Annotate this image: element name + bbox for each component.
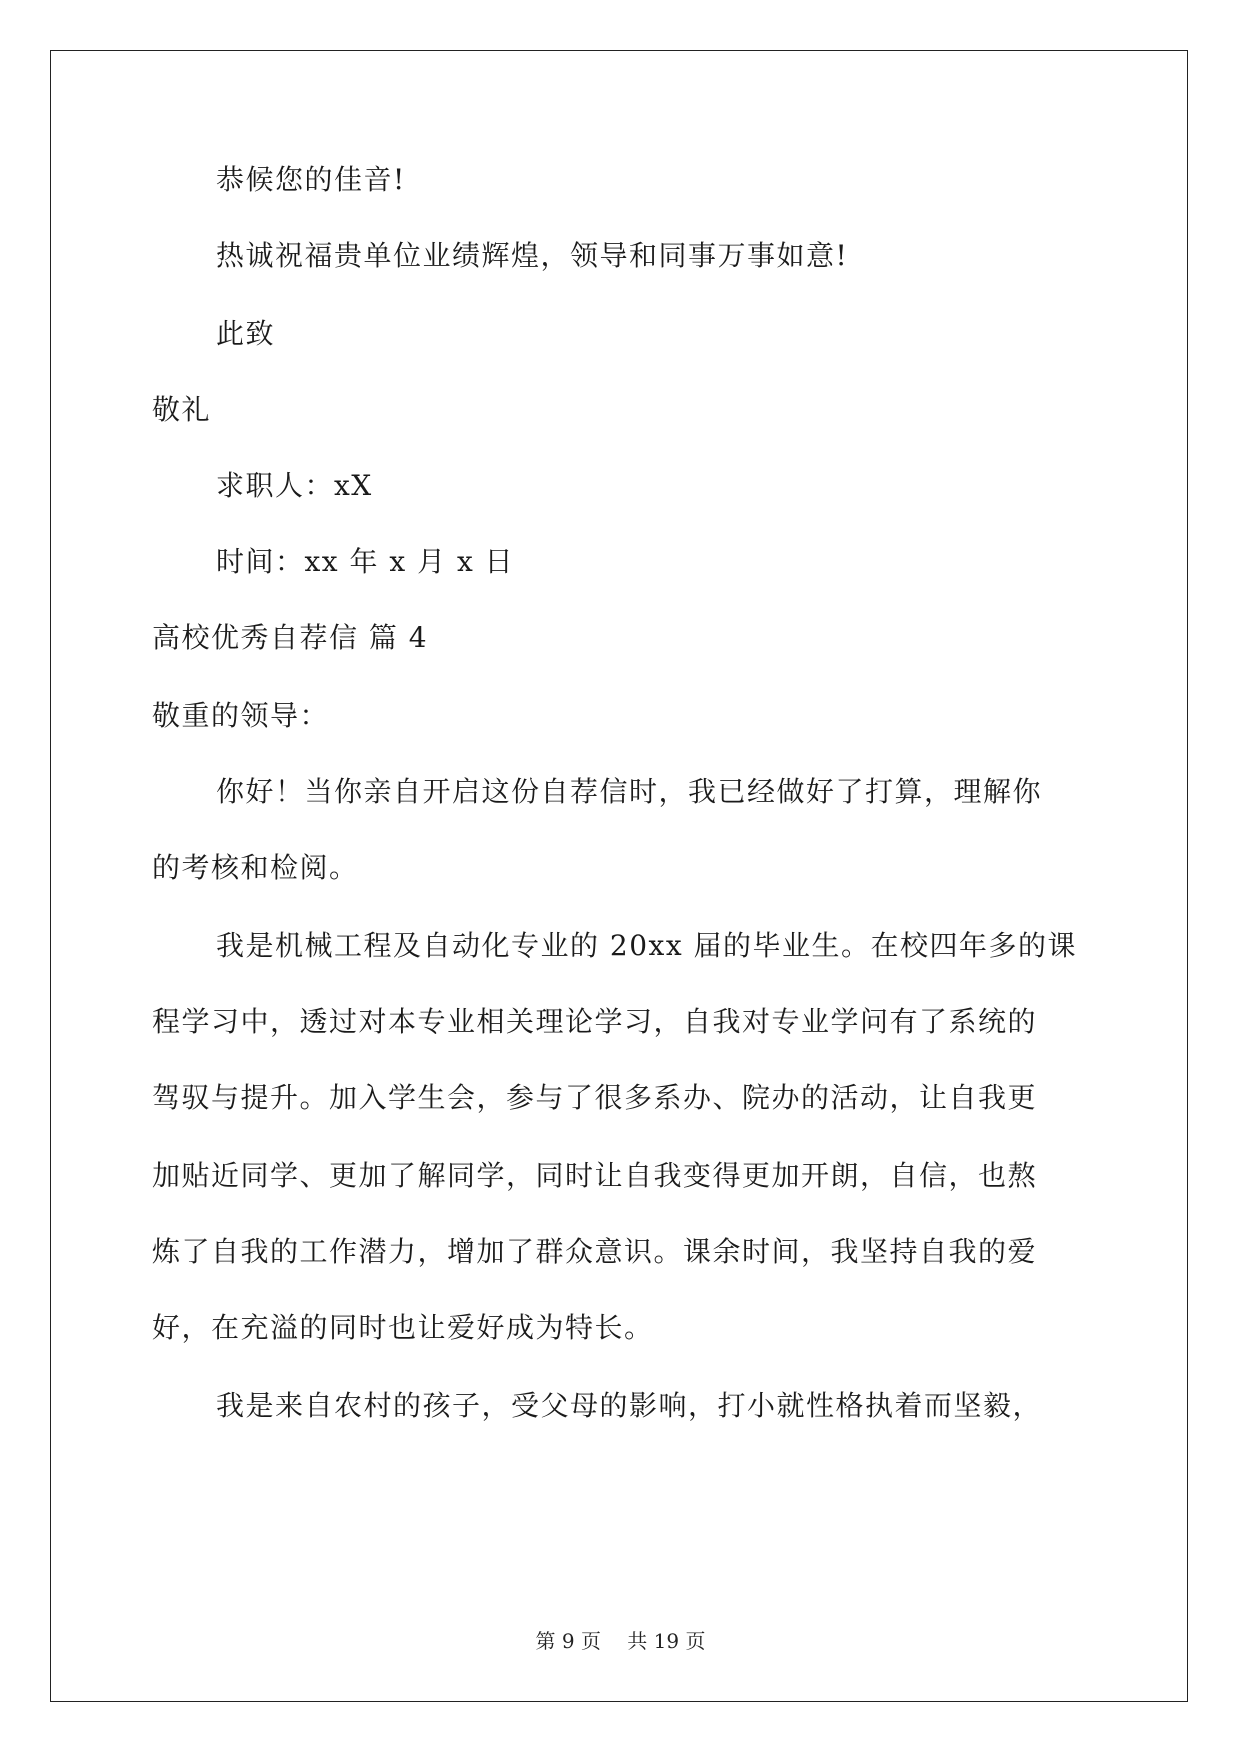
text-line: 的考核和检阅。 [152, 851, 359, 884]
text-line: 驾驭与提升。加入学生会，参与了很多系办、院办的活动，让自我更 [152, 1081, 1038, 1114]
text-line: 求职人：xX [216, 469, 373, 502]
text-line: 时间：xx 年 x 月 x 日 [216, 545, 515, 578]
text-line: 我是机械工程及自动化专业的 20xx 届的毕业生。在校四年多的课 [216, 929, 1078, 962]
text-line: 炼了自我的工作潜力，增加了群众意识。课余时间，我坚持自我的爱 [152, 1235, 1038, 1268]
text-line: 恭候您的佳音! [216, 163, 406, 196]
text-line: 你好！当你亲自开启这份自荐信时，我已经做好了打算，理解你 [216, 775, 1043, 808]
text-line: 我是来自农村的孩子，受父母的影响，打小就性格执着而坚毅， [216, 1389, 1043, 1422]
text-line: 好，在充溢的同时也让爱好成为特长。 [152, 1311, 654, 1344]
salutation: 敬重的领导： [152, 699, 330, 732]
text-line: 加贴近同学、更加了解同学，同时让自我变得更加开朗，自信，也熬 [152, 1159, 1038, 1192]
text-line: 敬礼 [152, 393, 212, 426]
page-number: 第 9 页 共 19 页 [535, 1629, 706, 1653]
section-heading: 高校优秀自荐信 篇 4 [152, 621, 429, 654]
text-line: 此致 [216, 317, 276, 350]
text-line: 热诚祝福贵单位业绩辉煌，领导和同事万事如意! [216, 239, 849, 272]
text-line: 程学习中，透过对本专业相关理论学习，自我对专业学问有了系统的 [152, 1005, 1038, 1038]
